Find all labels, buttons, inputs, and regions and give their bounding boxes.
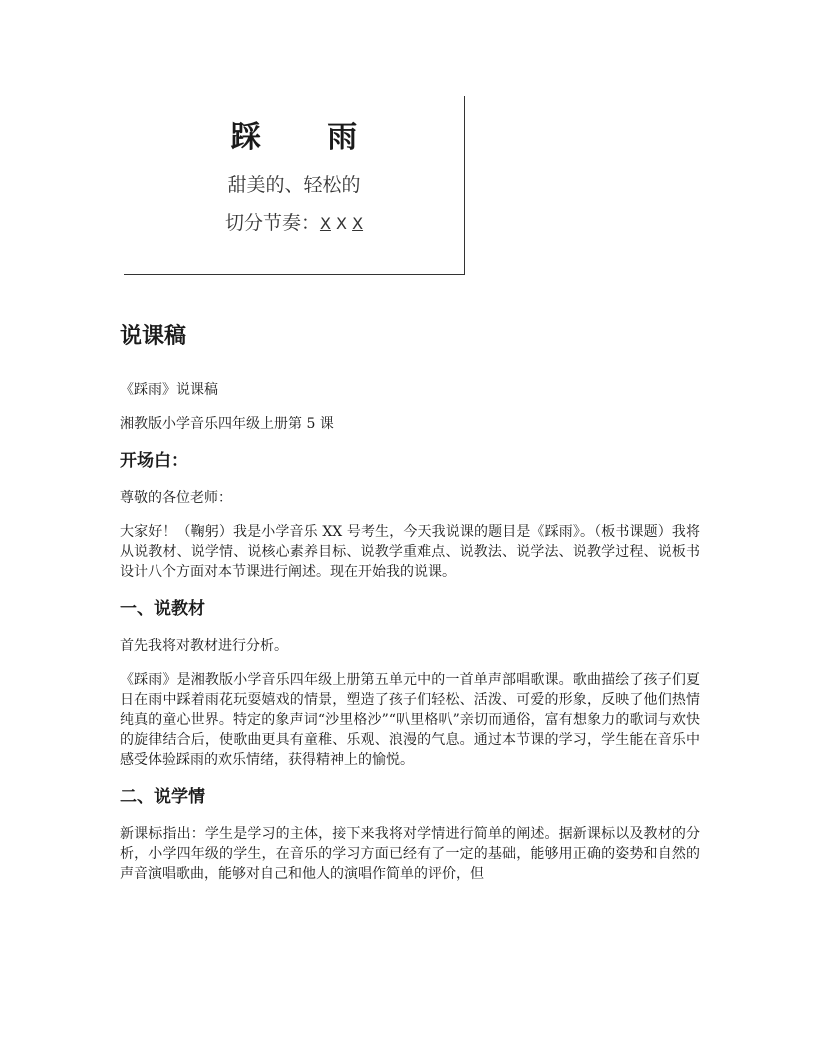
rhythm-notation — [320, 214, 363, 233]
document-body — [120, 320, 700, 898]
greeting: 尊敬的各位老师： — [120, 490, 232, 506]
document-heading: 说课稿 — [120, 324, 187, 349]
board-rhythm-line — [124, 208, 464, 235]
board-mood-line: 甜美的、轻松的 — [227, 174, 361, 196]
rhythm-label: 切分节奏： — [224, 212, 320, 234]
blackboard-design — [124, 96, 465, 275]
section-2-heading: 二、说学情 — [120, 787, 205, 807]
section-2-paragraph-1: 新课标指出：学生是学习的主体，接下来我将对学情进行简单的阐述。据新课标以及教材的分析，小学四年级的学生，在音乐的学习方面已经有了一定的基础，能够用正确的姿势和自然的声音演唱歌曲，能够对自己和他人的演唱作简单的评价，但 — [120, 826, 700, 882]
section-1-heading: 一、说教材 — [120, 599, 205, 619]
section-1-paragraph-2: 《踩雨》是湘教版小学音乐四年级上册第五单元中的一首单声部唱歌课。歌曲描绘了孩子们夏日在雨中踩着雨花玩耍嬉戏的情景，塑造了孩子们轻松、活泼、可爱的形象，反映了他们热情纯真的童心世界。特定的象声词“沙里格沙”“叭里格叭”亲切而通俗，富有想象力的歌词与欢快的旋律结合后，使歌曲更具有童稚、乐观、浪漫的气息。通过本节课的学习，学生能在音乐中感受体验踩雨的欢乐情绪，获得精神上的愉悦。 — [120, 672, 700, 768]
board-title: 踩 雨 — [230, 120, 386, 155]
textbook-info: 湘教版小学音乐四年级上册第 5 课 — [120, 416, 334, 432]
opening-heading: 开场白： — [120, 451, 188, 471]
section-1-paragraph-1: 首先我将对教材进行分析。 — [120, 638, 288, 654]
rhythm-note-1: X — [319, 214, 331, 233]
rhythm-note-3: X — [352, 214, 364, 233]
rhythm-note-2: X — [336, 214, 347, 233]
intro-paragraph: 大家好！（鞠躬）我是小学音乐 XX 号考生，今天我说课的题目是《踩雨》。（板书课题）我将从说教材、说学情、说核心素养目标、说教学重难点、说教法、说学法、说教学过程、说板书设计八个方面对本节课进行阐述。现在开始我的说课。 — [120, 524, 700, 580]
document-subtitle: 《踩雨》说课稿 — [120, 382, 218, 398]
